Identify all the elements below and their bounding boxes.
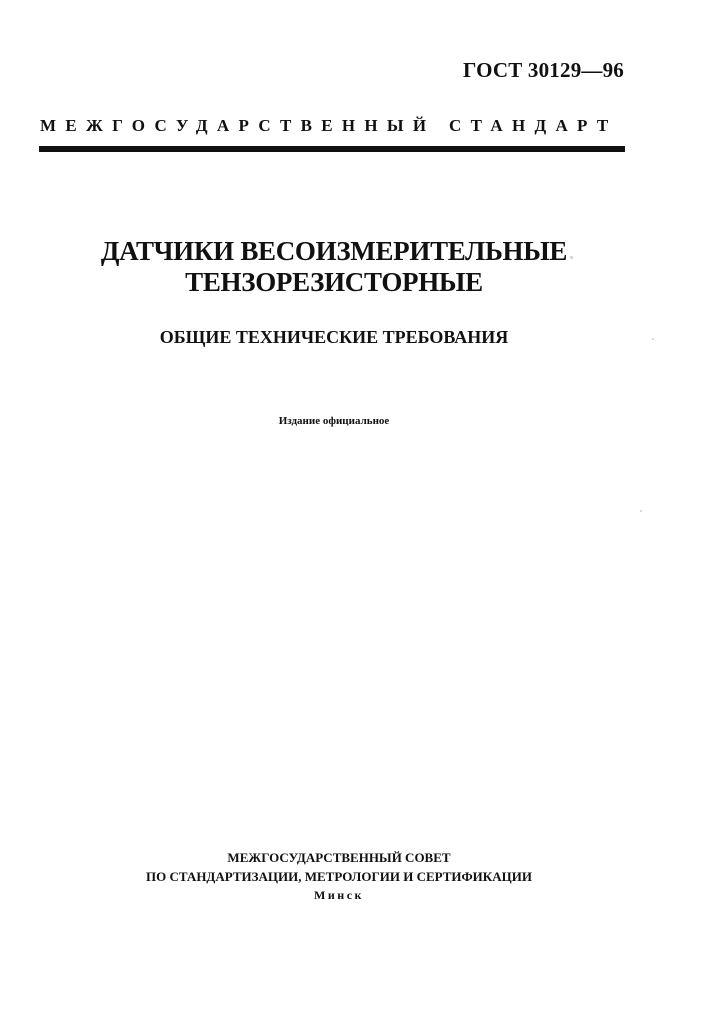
publisher-line-1: МЕЖГОСУДАРСТВЕННЫЙ СОВЕТ — [227, 850, 451, 865]
publisher-block — [0, 848, 678, 905]
edition-note: Издание официальное — [278, 415, 390, 427]
publisher-city: Минск — [314, 888, 364, 902]
scan-speck — [570, 256, 573, 259]
scan-speck — [652, 338, 654, 340]
title-line-1: ДАТЧИКИ ВЕСОИЗМЕРИТЕЛЬНЫЕ — [100, 236, 568, 266]
document-code: ГОСТ 30129—96 — [463, 58, 624, 82]
standard-type-heading: МЕЖГОСУДАРСТВЕННЫЙ СТАНДАРТ — [40, 116, 618, 135]
scan-speck — [640, 510, 642, 512]
document-title — [0, 236, 668, 298]
document-subtitle: ОБЩИЕ ТЕХНИЧЕСКИЕ ТРЕБОВАНИЯ — [159, 327, 509, 347]
header-rule — [39, 146, 625, 152]
publisher-line-2: ПО СТАНДАРТИЗАЦИИ, МЕТРОЛОГИИ И СЕРТИФИКАЦИИ — [146, 869, 532, 884]
title-line-2: ТЕНЗОРЕЗИСТОРНЫЕ — [185, 267, 483, 297]
